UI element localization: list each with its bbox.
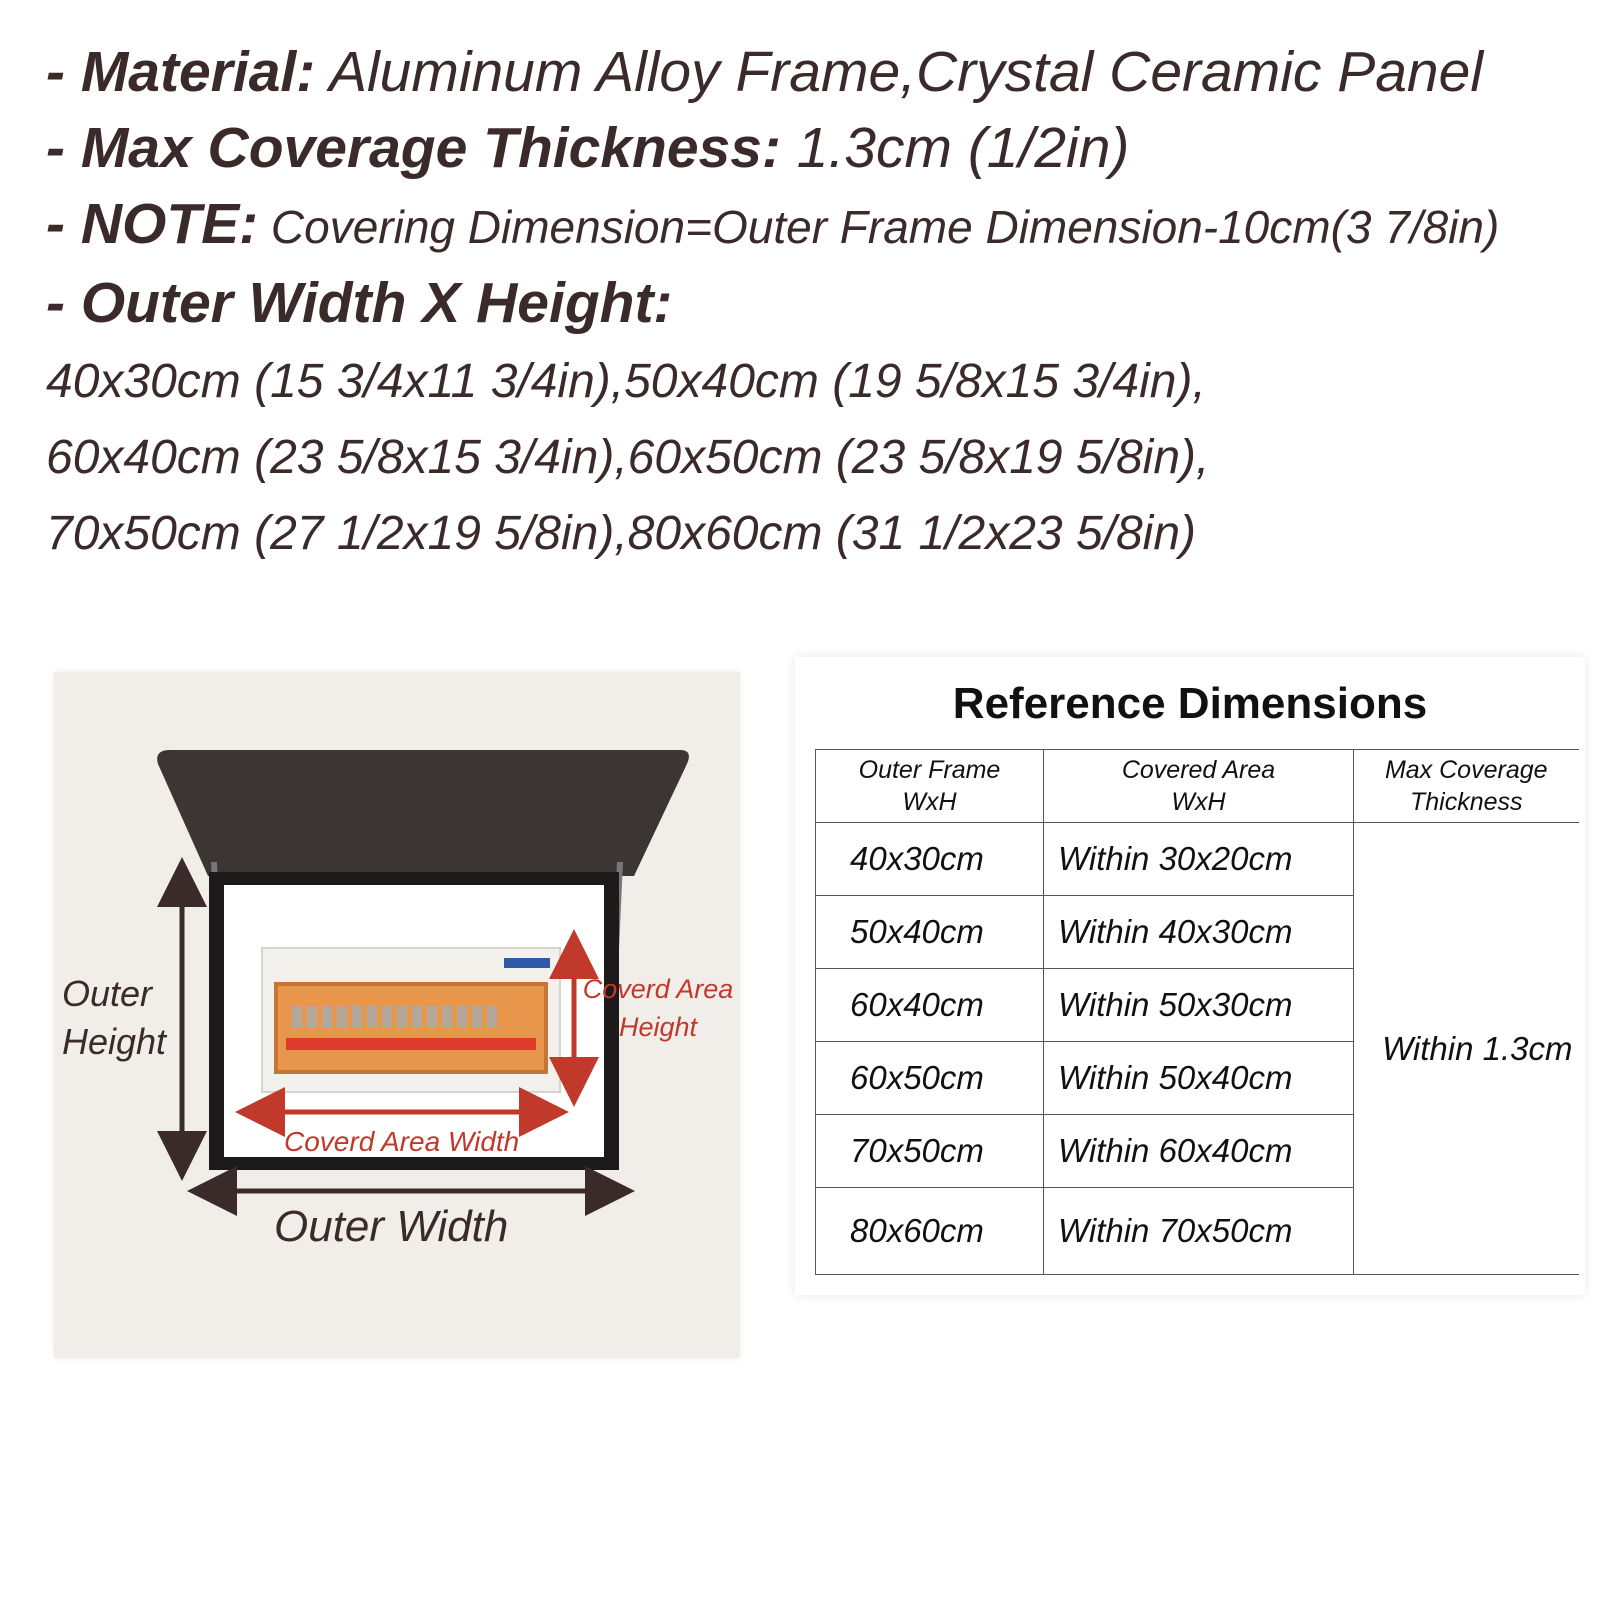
spec-material xyxy=(46,34,1586,110)
reference-title: Reference Dimensions xyxy=(952,679,1428,728)
header-text: Outer Frame xyxy=(858,756,1001,784)
material-value: Aluminum Alloy Frame,Crystal Ceramic Panel xyxy=(315,40,1483,104)
outer-size-cell: 40x30cm xyxy=(816,823,1044,896)
thickness-value: 1.3cm (1/2in) xyxy=(780,116,1130,180)
spec-note xyxy=(46,186,1586,265)
covered-width-label: Coverd Area Width xyxy=(284,1126,520,1157)
covered-size-cell: Within 30x20cm xyxy=(1044,823,1354,896)
covered-size-cell: Within 40x30cm xyxy=(1044,896,1354,969)
size-line: 40x30cm (15 3/4x11 3/4in),50x40cm (19 5/8x15 3/4in), xyxy=(46,355,1206,408)
outer-width-label: Outer Width xyxy=(274,1202,509,1251)
note-label: - NOTE: xyxy=(46,192,259,256)
header-max-thickness xyxy=(1354,750,1579,823)
spec-list xyxy=(46,34,1586,341)
outer-height-label-line: Outer xyxy=(62,973,153,1014)
header-text: Covered Area xyxy=(1121,756,1276,784)
covered-size-cell: Within 50x40cm xyxy=(1044,1042,1354,1115)
header-outer-frame xyxy=(816,750,1044,823)
outer-size-cell: 60x50cm xyxy=(816,1042,1044,1115)
covered-size-cell: Within 60x40cm xyxy=(1044,1115,1354,1188)
reference-table xyxy=(815,749,1579,1275)
thickness-cell: Within 1.3cm xyxy=(1354,823,1579,1275)
outer-height-label-line: Height xyxy=(62,1021,167,1062)
breaker-red-strip xyxy=(286,1038,536,1050)
open-lid xyxy=(157,750,689,876)
header-text: WxH xyxy=(1171,788,1226,816)
reference-card xyxy=(795,657,1585,1295)
outer-size-cell: 70x50cm xyxy=(816,1115,1044,1188)
header-text: Max Coverage xyxy=(1384,756,1548,784)
spec-outer-size xyxy=(46,265,1586,341)
covered-size-cell: Within 70x50cm xyxy=(1044,1188,1354,1275)
size-list xyxy=(46,344,1209,572)
header-covered-area xyxy=(1044,750,1354,823)
size-line: 70x50cm (27 1/2x19 5/8in),80x60cm (31 1/2x23 5/8in) xyxy=(46,507,1197,560)
covered-height-label-line: Coverd Area xyxy=(582,974,734,1004)
outer-height-label xyxy=(62,970,166,1066)
table-header-row xyxy=(816,750,1579,823)
header-text: Thickness xyxy=(1409,788,1523,816)
covered-size-cell: Within 50x30cm xyxy=(1044,969,1354,1042)
outer-size-cell: 80x60cm xyxy=(816,1188,1044,1275)
outer-size-cell: 50x40cm xyxy=(816,896,1044,969)
note-value: Covering Dimension=Outer Frame Dimension-10cm(3 7/8in) xyxy=(258,201,1500,253)
outer-size-cell: 60x40cm xyxy=(816,969,1044,1042)
covered-height-label-line: Height xyxy=(618,1012,698,1042)
thickness-label: - Max Coverage Thickness: xyxy=(46,116,781,180)
covered-height-label xyxy=(578,970,738,1046)
table-row xyxy=(816,823,1579,896)
outer-size-label: - Outer Width X Height: xyxy=(46,271,673,335)
dimension-diagram xyxy=(54,672,740,1358)
spec-thickness xyxy=(46,110,1586,186)
header-text: WxH xyxy=(902,788,957,816)
size-line: 60x40cm (23 5/8x15 3/4in),60x50cm (23 5/8x19 5/8in), xyxy=(46,431,1210,484)
material-label: - Material: xyxy=(46,40,316,104)
